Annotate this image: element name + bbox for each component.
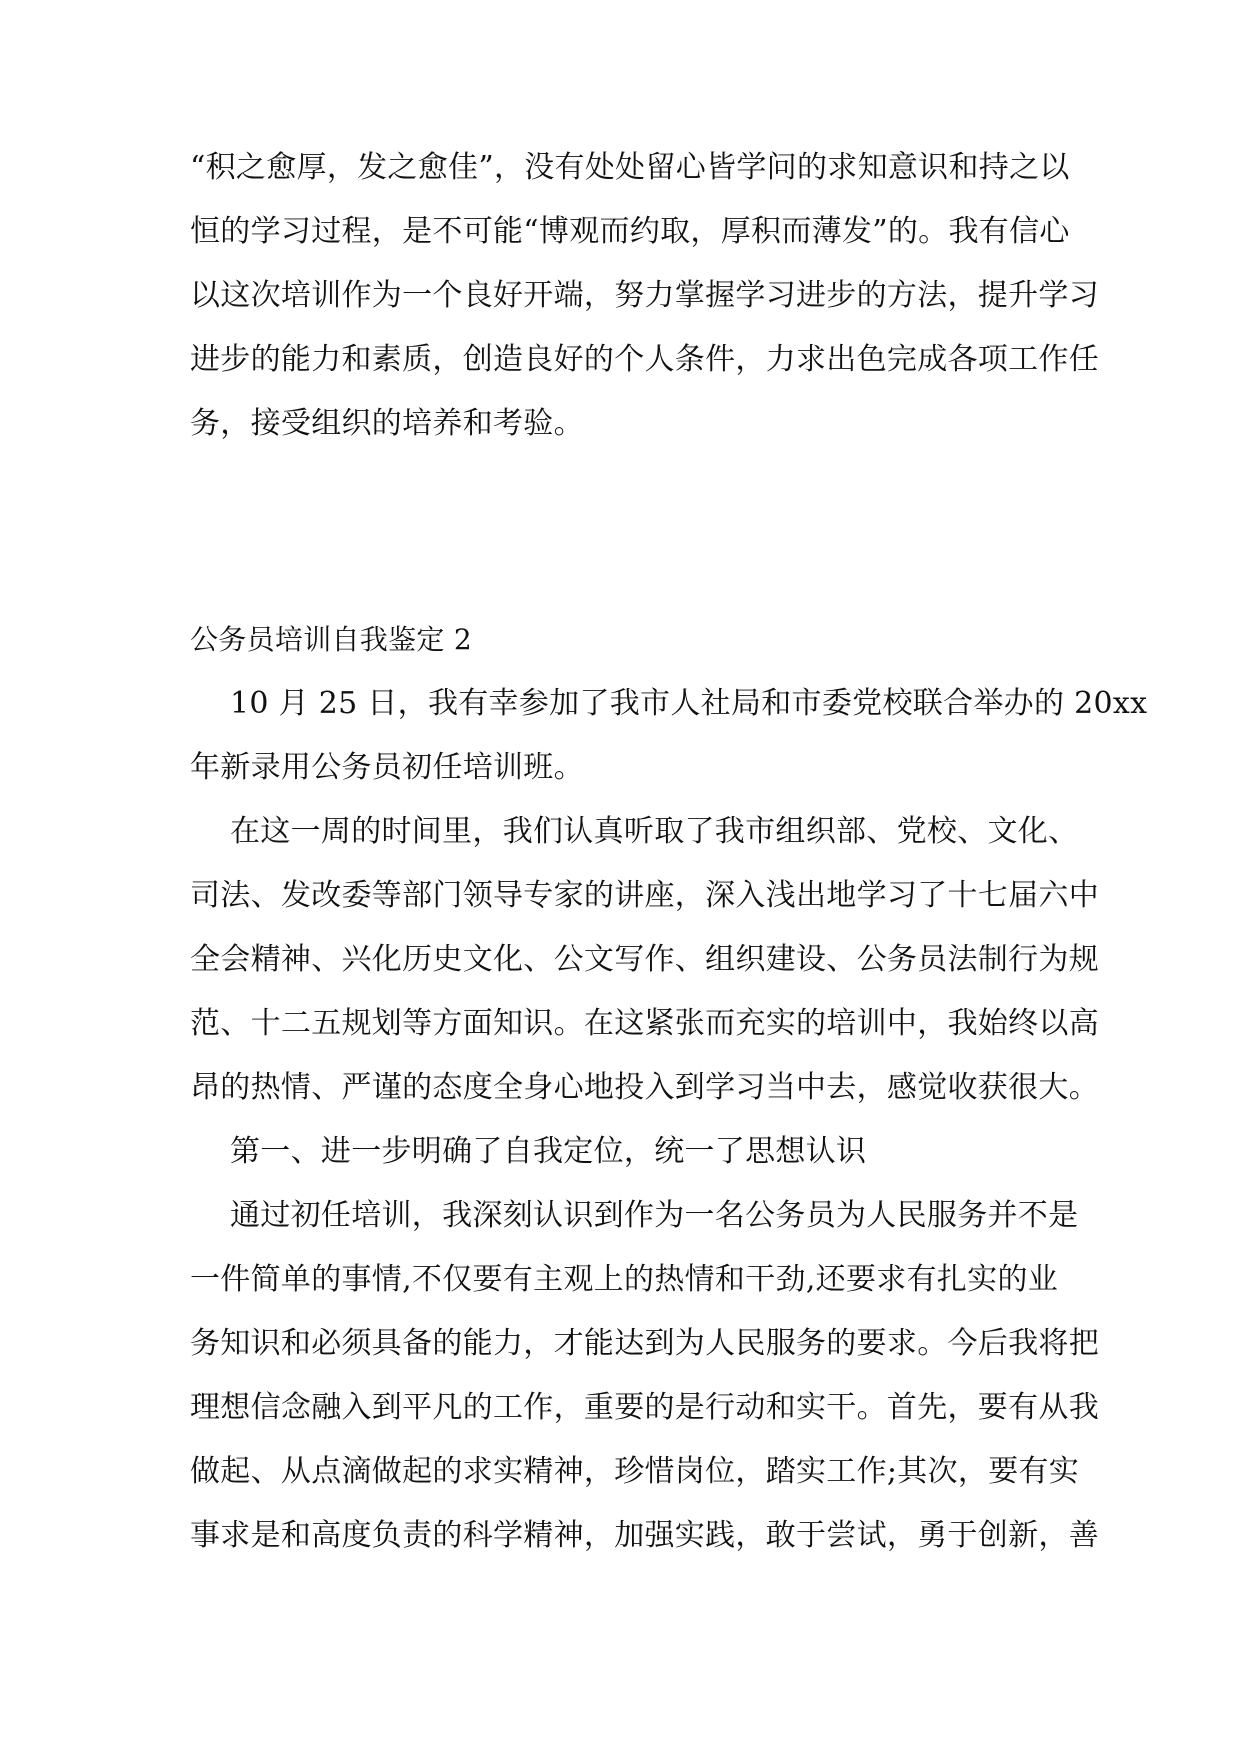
text-line: “积之愈厚，发之愈佳”，没有处处留心皆学问的求知意识和持之以: [190, 150, 1070, 185]
text-line: 年新录用公务员初任培训班。: [190, 750, 584, 785]
text-line: 务，接受组织的培养和考验。: [190, 406, 584, 441]
text-line: 范、十二五规划等方面知识。在这紧张而充实的培训中，我始终以高: [190, 1006, 1099, 1041]
text-line: 一件简单的事情,不仅要有主观上的热情和干劲,还要求有扎实的业: [190, 1262, 1059, 1297]
text-line: 10 月 25 日，我有幸参加了我市人社局和市委党校联合举办的 20xx: [230, 686, 1148, 721]
text-line: 恒的学习过程，是不可能“博观而约取，厚积而薄发”的。我有信心: [190, 214, 1070, 249]
subheading: 第一、进一步明确了自我定位，统一了思想认识: [230, 1134, 867, 1169]
text-line: 理想信念融入到平凡的工作，重要的是行动和实干。首先，要有从我: [190, 1390, 1099, 1425]
text-line: 昂的热情、严谨的态度全身心地投入到学习当中去，感觉收获很大。: [190, 1070, 1099, 1105]
text-line: 进步的能力和素质，创造良好的个人条件，力求出色完成各项工作任: [190, 342, 1099, 377]
text-line: 务知识和必须具备的能力，才能达到为人民服务的要求。今后我将把: [190, 1326, 1099, 1361]
text-line: 全会精神、兴化历史文化、公文写作、组织建设、公务员法制行为规: [190, 942, 1099, 977]
text-line: 事求是和高度负责的科学精神，加强实践，敢于尝试，勇于创新，善: [190, 1518, 1099, 1553]
text-line: 通过初任培训，我深刻认识到作为一名公务员为人民服务并不是: [230, 1198, 1079, 1233]
text-line: 以这次培训作为一个良好开端，努力掌握学习进步的方法，提升学习: [190, 278, 1099, 313]
text-line: 司法、发改委等部门领导专家的讲座，深入浅出地学习了十七届六中: [190, 878, 1099, 913]
section-title: 公务员培训自我鉴定 2: [190, 623, 473, 656]
text-line: 做起、从点滴做起的求实精神，珍惜岗位，踏实工作;其次，要有实: [190, 1454, 1080, 1489]
text-line: 在这一周的时间里，我们认真听取了我市组织部、党校、文化、: [230, 814, 1079, 849]
